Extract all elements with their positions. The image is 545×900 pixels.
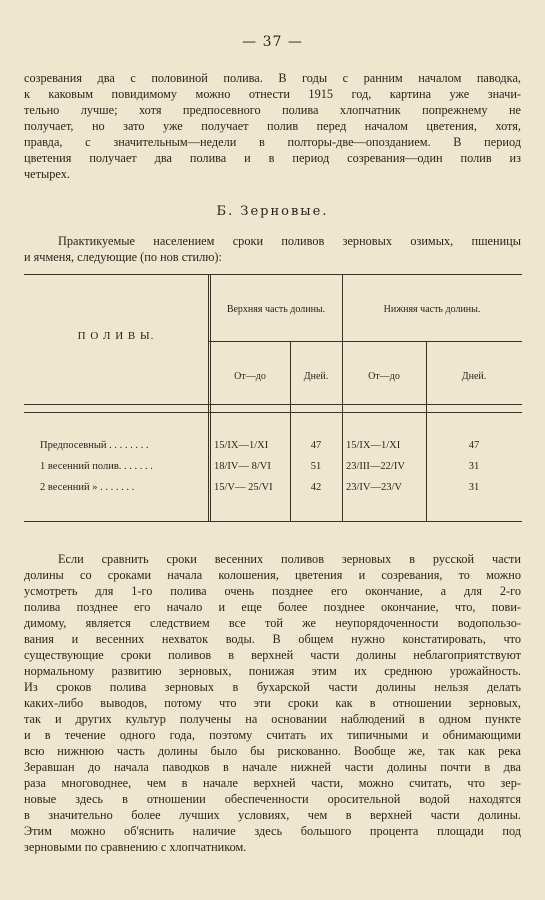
table-cell: 18/IV— 8/VI (214, 461, 271, 472)
text-line: созревания два с половиной полива. В годы с ранним началом паводка, (24, 71, 521, 85)
text-line: нормальному развитию зерновых, понижая этим их среднюю урожайность. (24, 664, 521, 678)
table-rule (24, 412, 522, 413)
text-line: долины со сроками начала колошения, цветения и созревания, то можно (24, 568, 521, 582)
text-line: димому, является следствием все той же неупорядоченности водопользо- (24, 616, 521, 630)
upper-days-header: Дней. (303, 371, 329, 382)
table-column-rule (426, 341, 427, 521)
table-cell: 42 (310, 482, 322, 493)
text-line: раза многоводнее, чем в начале верхней части, можно считать, что зер- (24, 776, 521, 790)
table-cell: 51 (310, 461, 322, 472)
lower-days-header: Дней. (461, 371, 487, 382)
table-cell: 15/IX—1/XI (214, 440, 269, 451)
text-line: четырех. (24, 167, 70, 181)
text-line: и в течение одного года, поэтому считать их типичными и обнимающими (24, 728, 521, 742)
table-cell: 15/IX—1/XI (346, 440, 401, 451)
text-line: цветения получает два полива и в период созревания—один полив из (24, 151, 521, 165)
section-heading: Б. Зерновые. (216, 204, 329, 219)
text-line: Практикуемые населением сроки поливов зерновых озимых, пшеницы (58, 234, 521, 248)
row-header: П О Л И В Ы. (77, 330, 155, 342)
table-row-label: 2 весенний » . . . . . . . (40, 482, 135, 493)
text-line: к каковым повидимому можно отнести 1915 год, картина уже значи- (24, 87, 521, 101)
table-row-label: Предпосевный . . . . . . . . (40, 440, 149, 451)
table-cell: 15/V— 25/VI (214, 482, 273, 493)
text-line: всю нижнюю часть долины было бы рискованно. Вообще же, так как река (24, 744, 521, 758)
table-column-rule (208, 274, 209, 521)
text-line: усмотреть для 1-го полива очень позднее его окончание, а для 2-го (24, 584, 521, 598)
text-line: получает, но зато уже получает полив перед началом цветения, хотя, (24, 119, 521, 133)
text-line: новые здесь в отношении обеспеченности оросительной водой находятся (24, 792, 521, 806)
text-line: правда, с значительным—недели в полторы-две—опозданием. В период (24, 135, 521, 149)
text-line: каких-либо выводов, потому что эти сроки как в отношении зерновых, (24, 696, 521, 710)
table-column-rule (290, 341, 291, 521)
intro-paragraph (24, 70, 521, 182)
table-subheader-rule (208, 341, 522, 342)
text-line: зерновыми по сравнению с хлопчатником. (24, 840, 247, 854)
text-line: Этим можно об'яснить наличие здесь большого процента площади под (24, 824, 521, 838)
table-rule (24, 274, 522, 275)
page-number: — 37 — (242, 34, 303, 50)
lower-valley-header: Нижняя часть долины. (383, 304, 481, 315)
text-line: в значительно более лучших условиях, чем в верхней части долины. (24, 808, 521, 822)
table-intro-paragraph (24, 233, 521, 265)
table-cell: 31 (468, 482, 480, 493)
table-rule (24, 521, 522, 522)
conclusion-paragraph (24, 551, 521, 855)
upper-range-header: От—до (234, 371, 266, 382)
text-line: Если сравнить сроки весенних поливов зерновых в русской части (58, 552, 521, 566)
upper-valley-header: Верхняя часть долины. (226, 304, 326, 315)
table-row-label: 1 весенний полив. . . . . . . (40, 461, 153, 472)
text-line: тельно лучше; хотя предпосевного полива хлопчатник попрежнему не (24, 103, 521, 117)
text-line: и ячменя, следующие (по нов стилю): (24, 250, 222, 264)
text-line: Из сроков полива зерновых в бухарской части долины нельзя делать (24, 680, 521, 694)
text-line: существующие сроки поливов в верхней части долины неблагоприятствуют (24, 648, 521, 662)
table-cell: 47 (468, 440, 480, 451)
table-cell: 23/III—22/IV (346, 461, 405, 472)
text-line: так и других культур получены на основании наблюдений в одном пункте (24, 712, 521, 726)
text-line: вания и весенних нехваток воды. В общем нужно констатировать, что (24, 632, 521, 646)
text-line: полива позднее его начало и еще более позднее окончание, что, пови- (24, 600, 521, 614)
table-cell: 31 (468, 461, 480, 472)
table-rule (24, 404, 522, 405)
text-line: Зеравшан до начала паводков в начале нижней части долины почти в два (24, 760, 521, 774)
table-cell: 23/IV—23/V (346, 482, 402, 493)
lower-range-header: От—до (368, 371, 400, 382)
table-cell: 47 (310, 440, 322, 451)
irrigation-schedule-table (24, 274, 522, 522)
